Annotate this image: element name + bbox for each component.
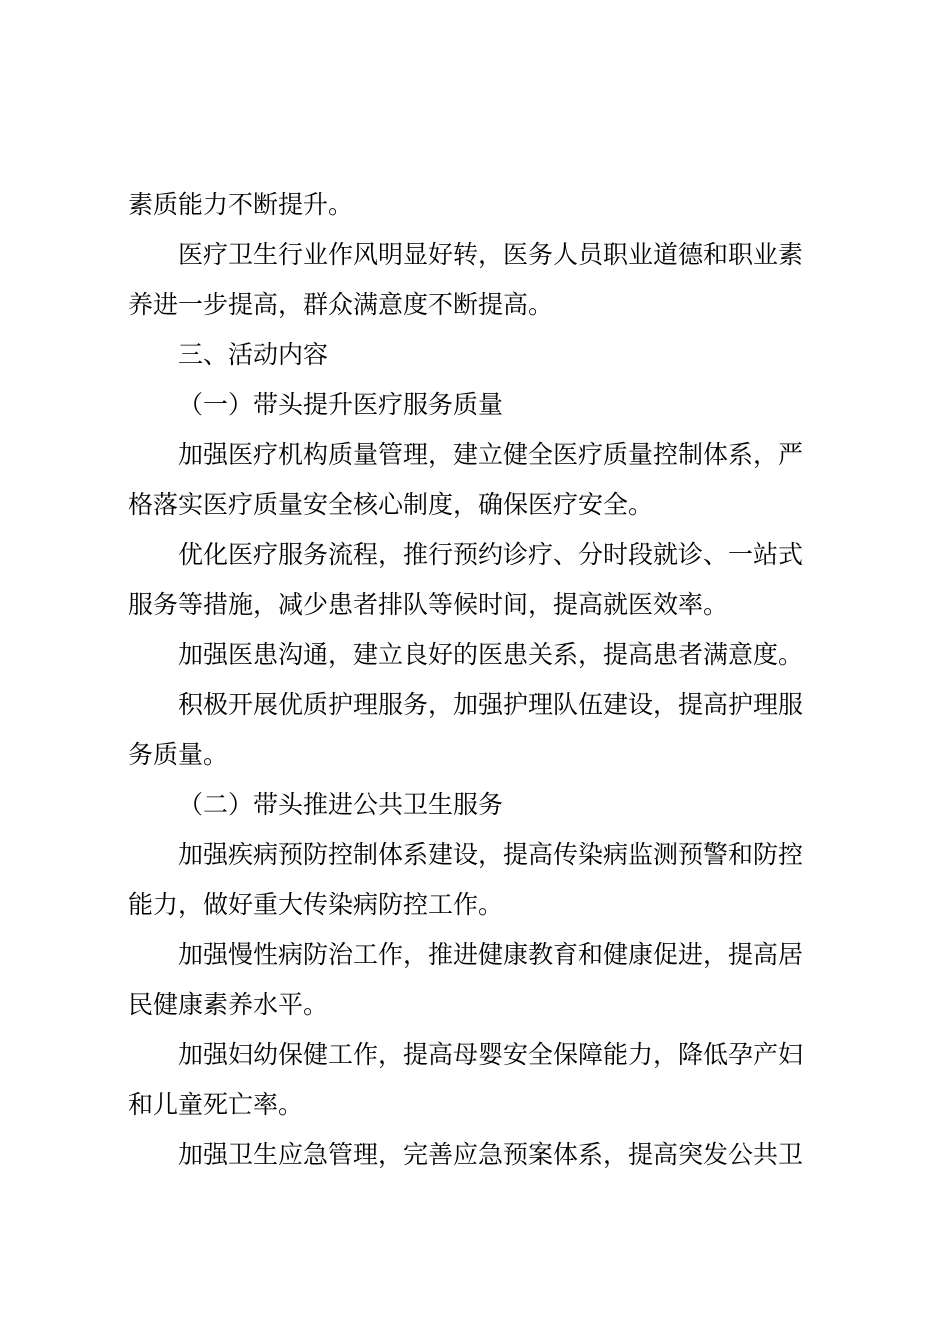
text-line: 加强慢性病防治工作，推进健康教育和健康促进，提高居 — [178, 940, 804, 969]
text-line: 加强卫生应急管理，完善应急预案体系，提高突发公共卫 — [178, 1140, 804, 1169]
section-heading: 三、活动内容 — [178, 340, 329, 369]
text-line: 养进一步提高，群众满意度不断提高。 — [128, 290, 554, 319]
document-body — [128, 180, 832, 1180]
text-line: 务质量。 — [128, 740, 229, 769]
text-line: 加强医疗机构质量管理，建立健全医疗质量控制体系，严 — [178, 440, 804, 469]
text-line: 格落实医疗质量安全核心制度，确保医疗安全。 — [128, 490, 654, 519]
text-line: 医疗卫生行业作风明显好转，医务人员职业道德和职业素 — [178, 240, 804, 269]
text-line: 能力，做好重大传染病防控工作。 — [128, 890, 504, 919]
subsection-heading: （二）带头推进公共卫生服务 — [178, 790, 504, 819]
text-line: 加强医患沟通，建立良好的医患关系，提高患者满意度。 — [178, 640, 804, 669]
text-line: 素质能力不断提升。 — [128, 190, 354, 219]
text-line: 加强疾病预防控制体系建设，提高传染病监测预警和防控 — [178, 840, 804, 869]
text-line: 服务等措施，减少患者排队等候时间，提高就医效率。 — [128, 590, 729, 619]
text-line: 和儿童死亡率。 — [128, 1090, 304, 1119]
text-line: 民健康素养水平。 — [128, 990, 329, 1019]
text-line: 积极开展优质护理服务，加强护理队伍建设，提高护理服 — [178, 690, 804, 719]
subsection-heading: （一）带头提升医疗服务质量 — [178, 390, 504, 419]
text-line: 加强妇幼保健工作，提高母婴安全保障能力，降低孕产妇 — [178, 1040, 804, 1069]
text-line: 优化医疗服务流程，推行预约诊疗、分时段就诊、一站式 — [178, 540, 804, 569]
